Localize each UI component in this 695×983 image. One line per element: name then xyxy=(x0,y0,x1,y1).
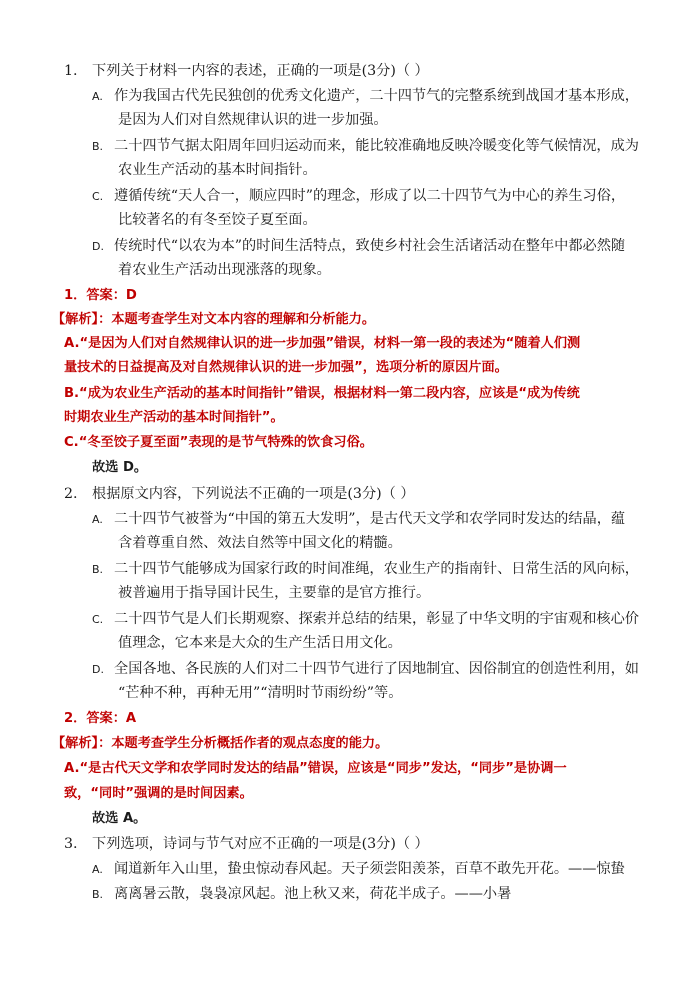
question-number: 3. xyxy=(64,836,78,852)
q2-option-b: B. 二十四节气能够成为国家行政的时间准绳，农业生产的指南针、日常生活的风向标， xyxy=(92,561,639,577)
q1-analysis-line: C.“冬至饺子夏至面”表现的是节气特殊的饮食习俗。 xyxy=(64,435,373,450)
q2-conclusion: 故选 A。 xyxy=(92,811,147,826)
question-number: 1. xyxy=(64,63,78,79)
q3-option-a: A. 闻道新年入山里，蛰虫惊动春风起。天子须尝阳羡茶，百草不敢先开花。——惊蛰 xyxy=(92,861,625,877)
question-3 xyxy=(64,834,429,854)
q2-analysis-line: A.“是古代天文学和农学同时发达的结晶”错误，应该是“同步”发达，“同步”是协调一 xyxy=(64,761,567,776)
question-number: 2. xyxy=(64,486,78,502)
q2-answer: 2．答案：A xyxy=(64,711,137,726)
question-stem: 下列选项，诗词与节气对应不正确的一项是(3分)（ ） xyxy=(92,836,429,852)
q1-option-a: A. 作为我国古代先民独创的优秀文化遗产，二十四节气的完整系统到战国才基本形成， xyxy=(92,88,639,104)
q2-option-c: C. 二十四节气是人们长期观察、探索并总结的结果，彰显了中华文明的宇宙观和核心价 xyxy=(92,611,639,627)
q1-analysis-line: B.“成为农业生产活动的基本时间指针”错误，根据材料一第二段内容，应该是“成为传统 xyxy=(64,386,580,401)
q2-analysis-line: 致，“同时”强调的是时间因素。 xyxy=(64,786,253,801)
q1-option-c: C. 遵循传统“天人合一，顺应四时”的理念，形成了以二十四节气为中心的养生习俗， xyxy=(92,188,626,204)
question-2 xyxy=(64,484,415,504)
question-stem: 下列关于材料一内容的表述，正确的一项是(3分)（ ） xyxy=(92,63,429,79)
q2-option-d: D. 全国各地、各民族的人们对二十四节气进行了因地制宜、因俗制宜的创造性利用，如 xyxy=(92,661,639,677)
q1-option-c-cont: 比较著名的有冬至饺子夏至面。 xyxy=(118,212,317,228)
q1-analysis-heading: 【解析】：本题考查学生对文本内容的理解和分析能力。 xyxy=(52,312,376,327)
q2-option-a: A. 二十四节气被誉为“中国的第五大发明”，是古代天文学和农学同时发达的结晶，蕴 xyxy=(92,511,626,527)
question-stem: 根据原文内容，下列说法不正确的一项是(3分)（ ） xyxy=(92,486,415,502)
q1-option-b: B. 二十四节气据太阳周年回归运动而来，能比较准确地反映冷暖变化等气候情况，成为 xyxy=(92,138,639,154)
q2-analysis-heading: 【解析】：本题考查学生分析概括作者的观点态度的能力。 xyxy=(52,736,389,751)
q2-option-c-cont: 值理念，它本来是大众的生产生活日用文化。 xyxy=(118,635,402,651)
q3-option-b: B. 离离暑云散，袅袅凉风起。池上秋又来，荷花半成子。——小暑 xyxy=(92,886,512,902)
q2-option-b-cont: 被普遍用于指导国计民生，主要靠的是官方推行。 xyxy=(118,585,431,601)
q1-conclusion: 故选 D。 xyxy=(92,460,148,475)
q1-option-d: D. 传统时代“以农为本”的时间生活特点，致使乡村社会生活诸活动在整年中都必然随 xyxy=(92,238,626,254)
question-1 xyxy=(64,61,429,81)
q1-option-a-cont: 是因为人们对自然规律认识的进一步加强。 xyxy=(118,112,388,128)
q1-option-b-cont: 农业生产活动的基本时间指针。 xyxy=(118,162,317,178)
q1-analysis-line: A.“是因为人们对自然规律认识的进一步加强”错误，材料一第一段的表述为“随着人们测 xyxy=(64,336,581,351)
q2-option-d-cont: “芒种不种，再种无用”“清明时节雨纷纷”等。 xyxy=(118,685,403,701)
q1-option-d-cont: 着农业生产活动出现涨落的现象。 xyxy=(118,262,331,278)
q1-analysis-line: 量技术的日益提高及对自然规律认识的进一步加强”，选项分析的原因片面。 xyxy=(64,360,508,375)
q1-analysis-line: 时期农业生产活动的基本时间指针”。 xyxy=(64,410,284,425)
q2-option-a-cont: 含着尊重自然、效法自然等中国文化的精髓。 xyxy=(118,535,402,551)
q1-answer: 1．答案：D xyxy=(64,288,137,303)
